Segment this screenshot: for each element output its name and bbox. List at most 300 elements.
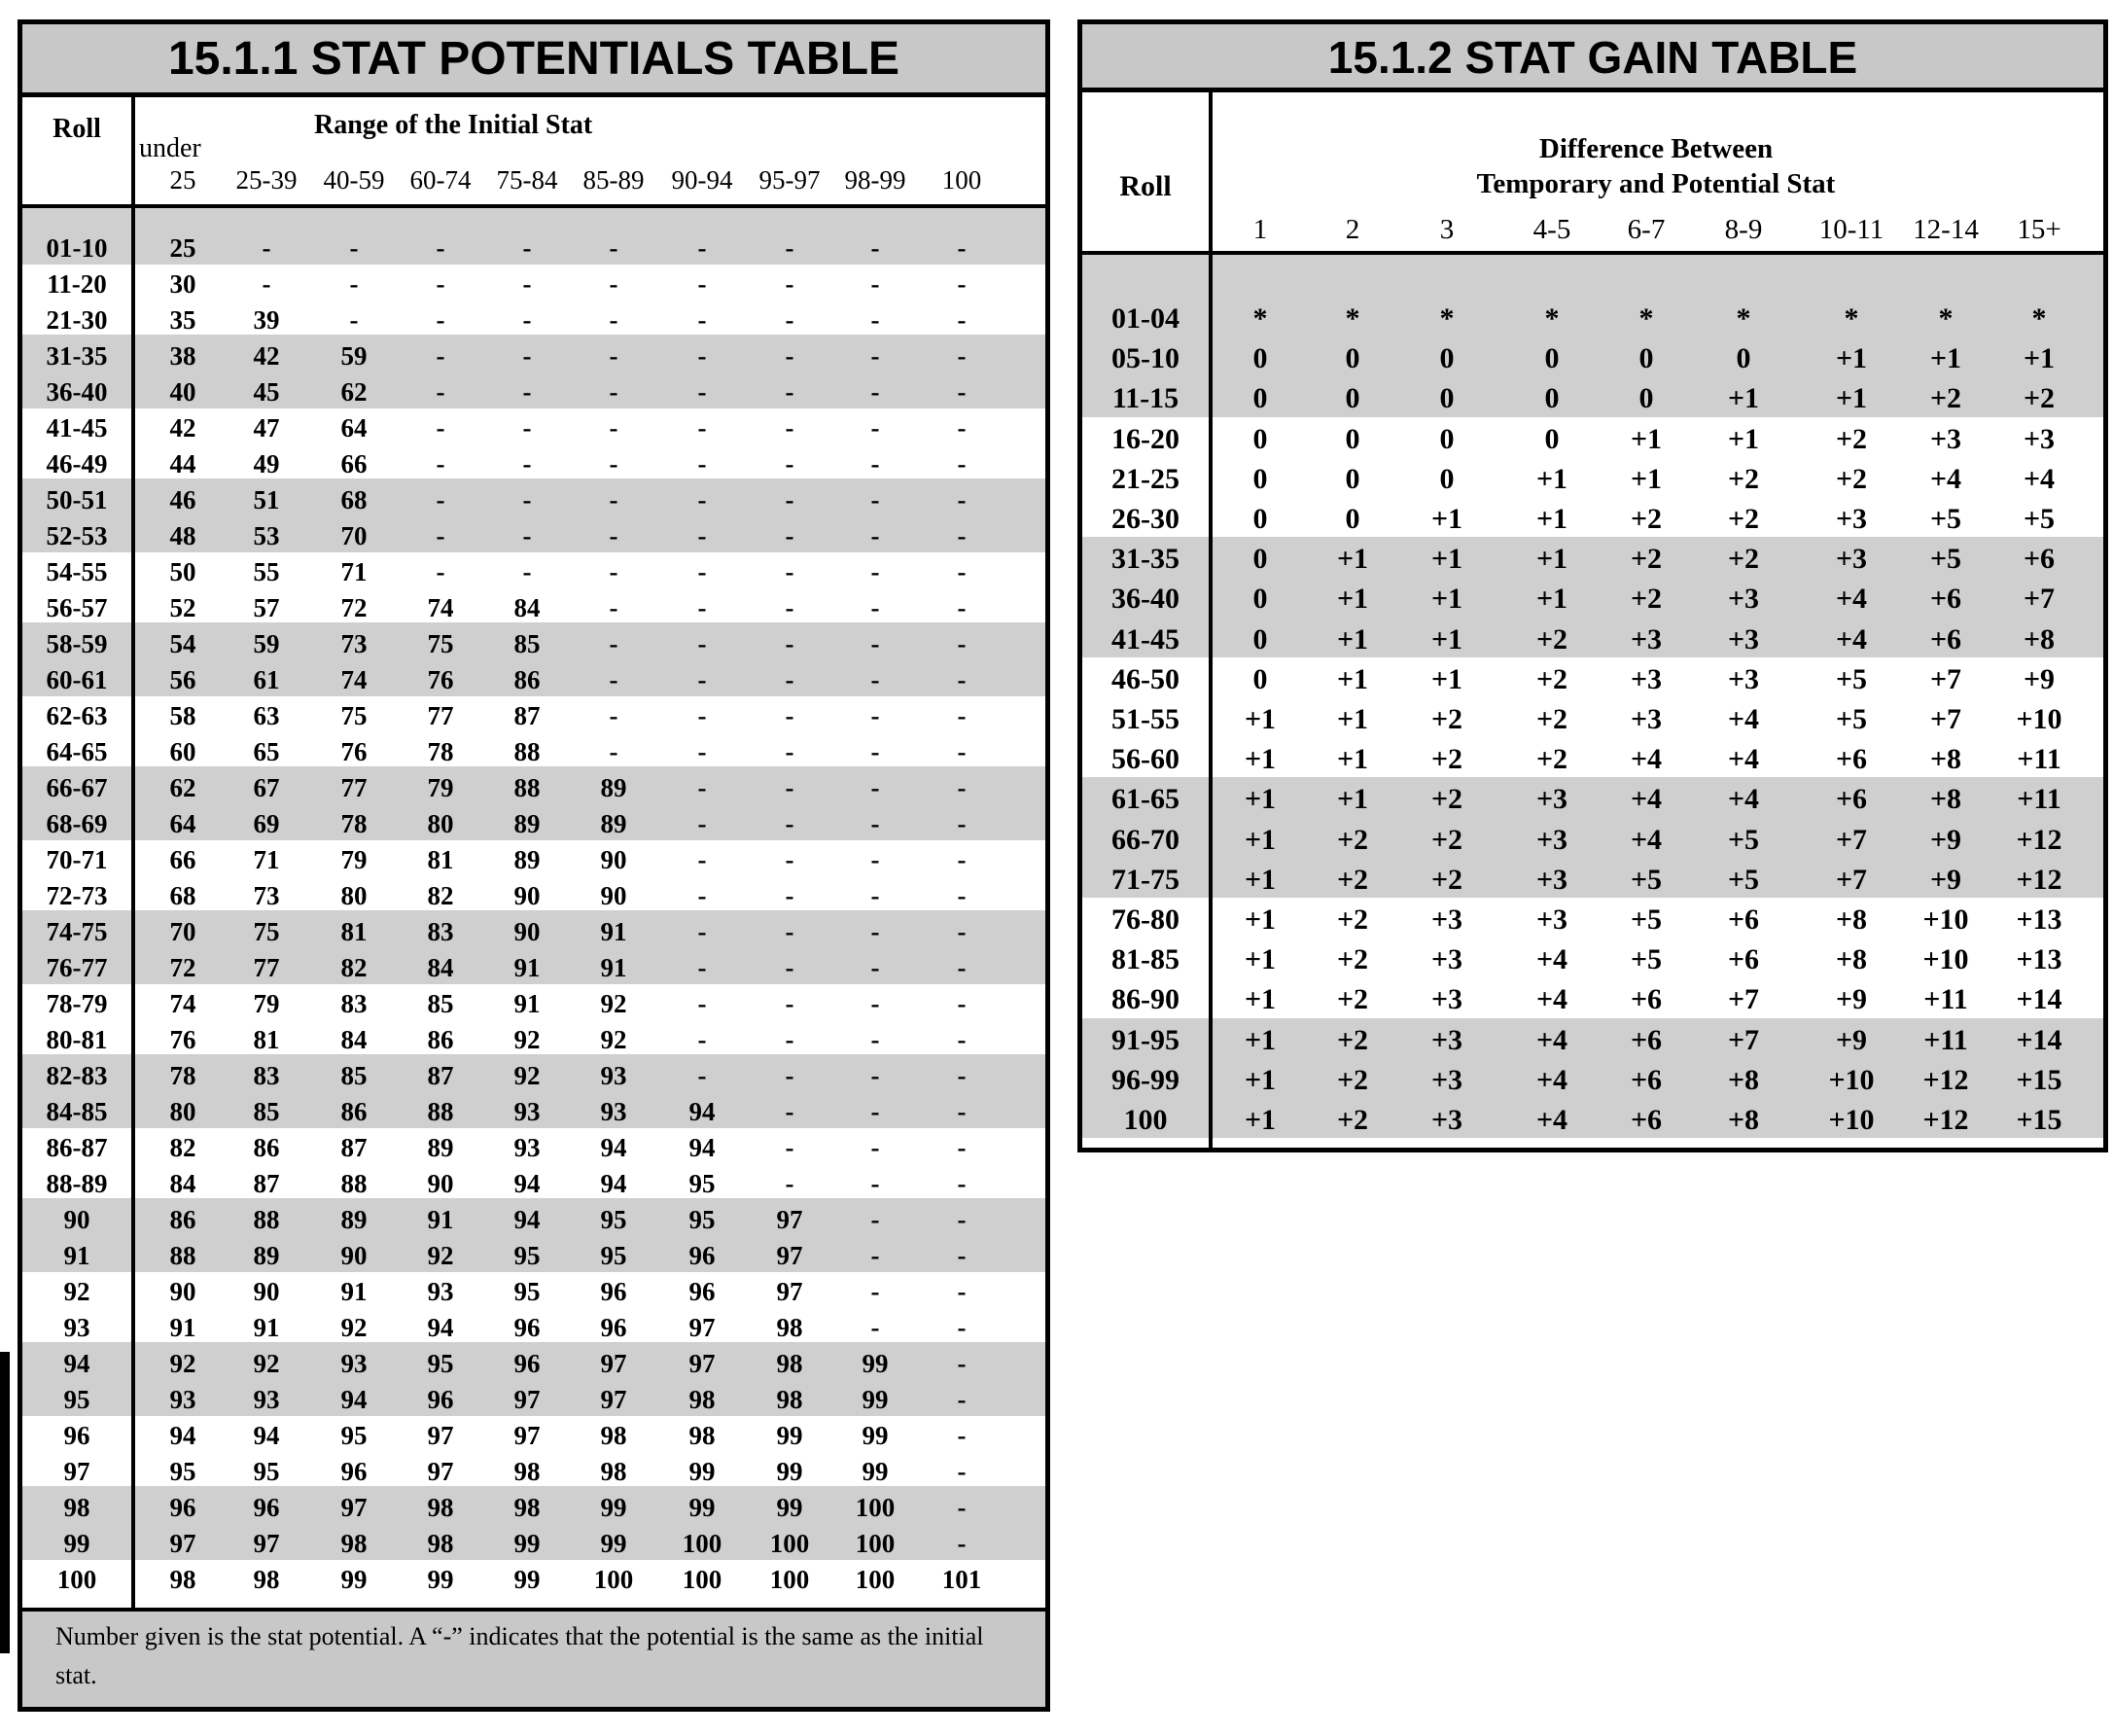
gain-cell: +3 (1727, 622, 1760, 655)
gain-cell: +1 (1244, 823, 1277, 856)
potential-cell: 90 (600, 881, 627, 910)
potential-cell: 92 (340, 1313, 368, 1342)
potential-cell: 74 (340, 665, 368, 694)
potential-cell: - (697, 485, 707, 514)
potential-cell: 94 (688, 1097, 716, 1126)
gain-cell: 0 (1252, 342, 1268, 375)
potential-cell: 49 (253, 449, 280, 478)
potential-cell: - (870, 989, 880, 1018)
potential-cell: 97 (776, 1277, 803, 1306)
potential-cell: 81 (340, 917, 368, 946)
gain-cell: +4 (1630, 783, 1663, 816)
stat-potentials-table (18, 19, 1050, 1712)
under-label: under (139, 133, 201, 163)
gain-cell: +6 (1835, 783, 1868, 816)
page-edge-mark (0, 1352, 10, 1653)
potential-cell: - (262, 269, 271, 299)
potential-cell: 84 (340, 1025, 368, 1054)
gain-cell: 0 (1544, 422, 1560, 455)
potential-cell: 68 (340, 485, 368, 514)
potential-cell: - (870, 1169, 880, 1198)
gain-cell: +1 (1630, 422, 1663, 455)
potential-cell: - (697, 629, 707, 658)
gain-cell: 0 (1252, 543, 1268, 576)
potential-cell: 77 (253, 953, 280, 982)
potential-cell: - (785, 701, 794, 730)
gain-cell: +2 (1336, 1104, 1369, 1136)
gain-cell: +1 (1244, 1104, 1277, 1136)
gain-cell: * (1439, 302, 1455, 335)
potential-cell: - (609, 521, 618, 550)
gain-cell: +2 (1430, 743, 1463, 776)
potential-cell: 78 (340, 809, 368, 838)
potential-cell: - (522, 449, 532, 478)
gain-cell: +2 (1535, 743, 1568, 776)
roll-cell: 80-81 (46, 1025, 108, 1054)
gain-cell: +3 (1430, 1063, 1463, 1096)
gain-cell: +2 (1630, 543, 1663, 576)
potential-cell: 88 (253, 1205, 280, 1234)
gain-cell: 0 (1345, 462, 1360, 495)
potential-cell: - (522, 377, 532, 407)
potential-cell: 68 (169, 881, 196, 910)
gain-cell: +1 (1336, 743, 1369, 776)
roll-cell: 95 (63, 1385, 90, 1414)
gain-cell: +13 (2016, 903, 2062, 936)
header-divider (22, 204, 1045, 208)
gain-cell: 0 (1252, 662, 1268, 695)
gain-cell: +3 (1430, 1104, 1463, 1136)
potential-cell: 91 (427, 1205, 454, 1234)
gain-cell: +5 (1929, 503, 1962, 535)
potential-cell: - (957, 881, 967, 910)
potential-cell: 51 (253, 485, 280, 514)
column-header: 75-84 (496, 165, 558, 195)
gain-cell: 0 (1439, 422, 1455, 455)
potential-cell: - (609, 305, 618, 335)
gain-cell: +11 (2017, 783, 2061, 816)
potential-cell: 87 (427, 1061, 454, 1090)
gain-cell: +4 (1535, 1063, 1568, 1096)
potential-cell: - (870, 1241, 880, 1270)
gain-cell: 0 (1544, 382, 1560, 415)
potential-cell: 99 (340, 1565, 368, 1594)
gain-cell: +11 (2017, 743, 2061, 776)
potential-cell: - (870, 809, 880, 838)
potential-cell: 97 (776, 1205, 803, 1234)
gain-cell: +9 (1835, 1023, 1868, 1056)
potential-cell: 80 (340, 881, 368, 910)
potential-cell: 97 (427, 1457, 454, 1486)
potential-cell: 77 (427, 701, 454, 730)
gain-cell: 0 (1638, 342, 1654, 375)
potential-cell: 42 (253, 341, 280, 371)
gain-cell: +4 (1535, 983, 1568, 1016)
column-header: 8-9 (1724, 214, 1763, 245)
potential-cell: 76 (427, 665, 454, 694)
gain-cell: +6 (1727, 943, 1760, 976)
potential-cell: - (870, 1061, 880, 1090)
potential-cell: - (785, 953, 794, 982)
gain-cell: * (2031, 302, 2047, 335)
gain-cell: +11 (1923, 983, 1968, 1016)
potential-cell: - (785, 557, 794, 586)
potential-cell: - (609, 377, 618, 407)
gain-cell: +8 (1727, 1063, 1760, 1096)
potential-cell: 89 (253, 1241, 280, 1270)
potential-cell: 87 (513, 701, 541, 730)
gain-cell: +2 (1336, 983, 1369, 1016)
potential-cell: - (957, 1457, 967, 1486)
potential-cell: 92 (513, 1061, 541, 1090)
potential-cell: - (785, 269, 794, 299)
potential-cell: - (870, 449, 880, 478)
gain-cell: 0 (1252, 583, 1268, 616)
roll-cell: 93 (63, 1313, 90, 1342)
potential-cell: - (697, 557, 707, 586)
potential-cell: 66 (169, 845, 196, 874)
potential-cell: - (957, 1061, 967, 1090)
potential-cell: - (609, 593, 618, 622)
potential-cell: 74 (427, 593, 454, 622)
roll-cell: 76-80 (1111, 903, 1180, 936)
potential-cell: - (870, 629, 880, 658)
potential-cell: 98 (776, 1349, 803, 1378)
gain-cell: +7 (1727, 1023, 1760, 1056)
potential-cell: 93 (600, 1097, 627, 1126)
potential-cell: 69 (253, 809, 280, 838)
potential-cell: 88 (513, 737, 541, 766)
gain-cell: +2 (1430, 703, 1463, 735)
roll-cell: 91 (63, 1241, 90, 1270)
gain-cell: +7 (1929, 662, 1962, 695)
potential-cell: 57 (253, 593, 280, 622)
potentials-table-title: 15.1.1 STAT POTENTIALS TABLE (22, 24, 1045, 97)
potential-cell: - (262, 233, 271, 263)
roll-cell: 01-04 (1111, 302, 1180, 335)
roll-header: Roll (53, 114, 101, 144)
potential-cell: 59 (253, 629, 280, 658)
potential-cell: 95 (600, 1241, 627, 1270)
potential-cell: - (785, 413, 794, 443)
potential-cell: 75 (253, 917, 280, 946)
gain-cell: +1 (1835, 382, 1868, 415)
potential-cell: - (697, 665, 707, 694)
potential-cell: 93 (513, 1097, 541, 1126)
roll-cell: 56-60 (1111, 743, 1180, 776)
potential-cell: 66 (340, 449, 368, 478)
roll-cell: 05-10 (1111, 342, 1180, 375)
gain-cell: +3 (1535, 783, 1568, 816)
potential-cell: 91 (253, 1313, 280, 1342)
gain-cell: +1 (1535, 462, 1568, 495)
roll-cell: 66-67 (46, 773, 108, 802)
gain-cell: +3 (1835, 503, 1868, 535)
potential-cell: 85 (513, 629, 541, 658)
gain-cell: +10 (1922, 903, 1969, 936)
roll-cell: 100 (1123, 1104, 1168, 1136)
potential-cell: - (697, 305, 707, 335)
potential-cell: 87 (340, 1133, 368, 1162)
gain-cell: +1 (1336, 783, 1369, 816)
gain-cell: +3 (1430, 1023, 1463, 1056)
potential-cell: 98 (427, 1529, 454, 1558)
gain-cell: +8 (1929, 743, 1962, 776)
potential-cell: 92 (600, 1025, 627, 1054)
gain-cell: +1 (1535, 503, 1568, 535)
potential-cell: - (957, 1349, 967, 1378)
potential-cell: - (697, 1061, 707, 1090)
gain-cell: +14 (2016, 983, 2062, 1016)
potential-cell: 98 (688, 1385, 716, 1414)
roll-cell: 46-50 (1111, 662, 1180, 695)
potential-cell: - (870, 1277, 880, 1306)
stat-gain-table (1077, 19, 2108, 1152)
potential-cell: 42 (169, 413, 196, 443)
gain-cell: +5 (1835, 662, 1868, 695)
gain-cell: +2 (1336, 823, 1369, 856)
gain-cell: 0 (1439, 382, 1455, 415)
roll-cell: 76-77 (46, 953, 108, 982)
roll-cell: 92 (63, 1277, 90, 1306)
gain-cell: +6 (1727, 903, 1760, 936)
potential-cell: 94 (427, 1313, 454, 1342)
gain-cell: * (1638, 302, 1654, 335)
potential-cell: 95 (340, 1421, 368, 1450)
potential-cell: 99 (862, 1349, 889, 1378)
potential-cell: 99 (688, 1493, 716, 1522)
gain-cell: +8 (1727, 1104, 1760, 1136)
gain-cell: +1 (1727, 382, 1760, 415)
potential-cell: - (697, 809, 707, 838)
potential-cell: 52 (169, 593, 196, 622)
potential-cell: 60 (169, 737, 196, 766)
potential-cell: 91 (513, 989, 541, 1018)
gain-cell: +4 (1630, 743, 1663, 776)
potential-cell: 94 (340, 1385, 368, 1414)
gain-cell: +11 (1923, 1023, 1968, 1056)
potential-cell: 48 (169, 521, 196, 550)
gain-table-body (1082, 24, 2103, 1148)
potential-cell: 76 (169, 1025, 196, 1054)
potential-cell: - (697, 521, 707, 550)
potential-cell: 83 (253, 1061, 280, 1090)
gain-cell: +4 (1929, 462, 1962, 495)
potential-cell: 98 (688, 1421, 716, 1450)
potential-cell: - (785, 1025, 794, 1054)
potential-cell: 92 (253, 1349, 280, 1378)
potential-cell: 76 (340, 737, 368, 766)
potential-cell: 82 (169, 1133, 196, 1162)
potential-cell: 88 (513, 773, 541, 802)
gain-cell: +3 (1630, 703, 1663, 735)
potential-cell: - (609, 557, 618, 586)
potential-cell: 63 (253, 701, 280, 730)
gain-cell: +4 (1535, 1023, 1568, 1056)
column-header: 90-94 (671, 165, 733, 195)
potential-cell: - (522, 521, 532, 550)
gain-cell: +5 (1630, 943, 1663, 976)
potential-cell: - (957, 701, 967, 730)
potential-cell: - (436, 557, 445, 586)
potential-cell: - (957, 413, 967, 443)
column-header: 100 (941, 165, 982, 195)
potential-cell: - (785, 305, 794, 335)
potential-cell: 91 (600, 917, 627, 946)
potential-cell: 78 (169, 1061, 196, 1090)
gain-cell: 0 (1252, 462, 1268, 495)
gain-cell: 0 (1345, 342, 1360, 375)
potential-cell: - (697, 1025, 707, 1054)
potential-cell: - (870, 413, 880, 443)
potential-cell: - (957, 1097, 967, 1126)
potential-cell: - (957, 521, 967, 550)
gain-cell: +2 (2023, 382, 2056, 415)
potential-cell: 56 (169, 665, 196, 694)
potential-cell: 98 (600, 1421, 627, 1450)
potential-cell: 91 (600, 953, 627, 982)
potential-cell: 83 (340, 989, 368, 1018)
gain-cell: +5 (1835, 703, 1868, 735)
potential-cell: - (785, 485, 794, 514)
gain-cell: 0 (1544, 342, 1560, 375)
gain-cell: +4 (1630, 823, 1663, 856)
potential-cell: 64 (340, 413, 368, 443)
potential-cell: 89 (513, 845, 541, 874)
potential-cell: 84 (427, 953, 454, 982)
potential-cell: 85 (253, 1097, 280, 1126)
potential-cell: 99 (513, 1565, 541, 1594)
potential-cell: 79 (427, 773, 454, 802)
roll-cell: 62-63 (46, 701, 108, 730)
potential-cell: 95 (688, 1205, 716, 1234)
potential-cell: - (870, 953, 880, 982)
potential-cell: - (957, 233, 967, 263)
roll-cell: 60-61 (46, 665, 108, 694)
potential-cell: 96 (688, 1241, 716, 1270)
potential-cell: 79 (253, 989, 280, 1018)
potential-cell: - (957, 629, 967, 658)
potential-cell: 98 (340, 1529, 368, 1558)
roll-cell: 70-71 (46, 845, 108, 874)
roll-cell: 97 (63, 1457, 90, 1486)
gain-cell: * (1544, 302, 1560, 335)
roll-cell: 86-87 (46, 1133, 108, 1162)
potential-cell: 97 (169, 1529, 196, 1558)
gain-cell: +8 (1835, 903, 1868, 936)
potential-cell: - (522, 269, 532, 299)
gain-cell: +3 (1535, 863, 1568, 896)
potential-cell: 25 (169, 233, 196, 263)
roll-cell: 72-73 (46, 881, 108, 910)
potential-cell: - (957, 1205, 967, 1234)
gain-cell: +7 (2023, 583, 2056, 616)
gain-cell: +2 (1535, 622, 1568, 655)
potential-cell: - (609, 485, 618, 514)
potential-cell: 96 (340, 1457, 368, 1486)
roll-header: Roll (1119, 170, 1172, 202)
gain-cell: +6 (1929, 583, 1962, 616)
potential-cell: 82 (427, 881, 454, 910)
potential-cell: 74 (169, 989, 196, 1018)
column-header: 98-99 (844, 165, 906, 195)
potential-cell: 98 (253, 1565, 280, 1594)
potential-cell: 94 (688, 1133, 716, 1162)
potential-cell: 98 (427, 1493, 454, 1522)
potential-cell: - (957, 557, 967, 586)
potential-cell: - (957, 485, 967, 514)
gain-cell: +3 (1535, 823, 1568, 856)
gain-cell: +6 (1630, 1063, 1663, 1096)
gain-cell: +1 (1336, 662, 1369, 695)
roll-cell: 36-40 (1111, 583, 1180, 616)
gain-cell: +3 (1535, 903, 1568, 936)
potential-cell: - (785, 737, 794, 766)
gain-cell: +13 (2016, 943, 2062, 976)
gain-cell: +1 (1430, 503, 1463, 535)
potential-cell: 100 (682, 1529, 722, 1558)
potential-cell: 96 (600, 1277, 627, 1306)
roll-cell: 01-10 (46, 233, 108, 263)
potential-cell: 65 (253, 737, 280, 766)
potential-cell: 97 (776, 1241, 803, 1270)
potential-cell: - (522, 233, 532, 263)
gain-cell: +3 (1430, 983, 1463, 1016)
potential-cell: - (697, 701, 707, 730)
potential-cell: - (957, 953, 967, 982)
potential-cell: - (436, 521, 445, 550)
gain-cell: +12 (2016, 863, 2062, 896)
roll-cell: 99 (63, 1529, 90, 1558)
potential-cell: 54 (169, 629, 196, 658)
gain-cell: +10 (1828, 1063, 1875, 1096)
roll-cell: 64-65 (46, 737, 108, 766)
potential-cell: 99 (862, 1385, 889, 1414)
gain-cell: +3 (1835, 543, 1868, 576)
column-header: 60-74 (409, 165, 472, 195)
potential-cell: - (609, 737, 618, 766)
potential-cell: 97 (513, 1421, 541, 1450)
gain-cell: +2 (1336, 1023, 1369, 1056)
potential-cell: - (522, 341, 532, 371)
potential-cell: 100 (769, 1565, 810, 1594)
gain-cell: +12 (1922, 1063, 1969, 1096)
potential-cell: - (870, 305, 880, 335)
gain-cell: +2 (1929, 382, 1962, 415)
potential-cell: - (697, 989, 707, 1018)
roll-cell: 58-59 (46, 629, 108, 658)
potential-cell: 72 (340, 593, 368, 622)
potential-cell: - (697, 773, 707, 802)
column-header: 12-14 (1913, 214, 1979, 245)
potential-cell: - (957, 341, 967, 371)
potential-cell: - (436, 341, 445, 371)
gain-cell: +3 (1929, 422, 1962, 455)
gain-cell: +1 (1430, 583, 1463, 616)
potential-cell: - (870, 593, 880, 622)
gain-cell: +3 (2023, 422, 2056, 455)
roll-cell: 66-70 (1111, 823, 1180, 856)
potential-cell: 78 (427, 737, 454, 766)
gain-cell: +2 (1727, 503, 1760, 535)
potential-cell: - (957, 1493, 967, 1522)
gain-cell: 0 (1638, 382, 1654, 415)
potential-cell: 95 (513, 1277, 541, 1306)
potential-cell: - (785, 773, 794, 802)
potential-cell: - (436, 485, 445, 514)
roll-cell: 86-90 (1111, 983, 1180, 1016)
potential-cell: - (785, 881, 794, 910)
